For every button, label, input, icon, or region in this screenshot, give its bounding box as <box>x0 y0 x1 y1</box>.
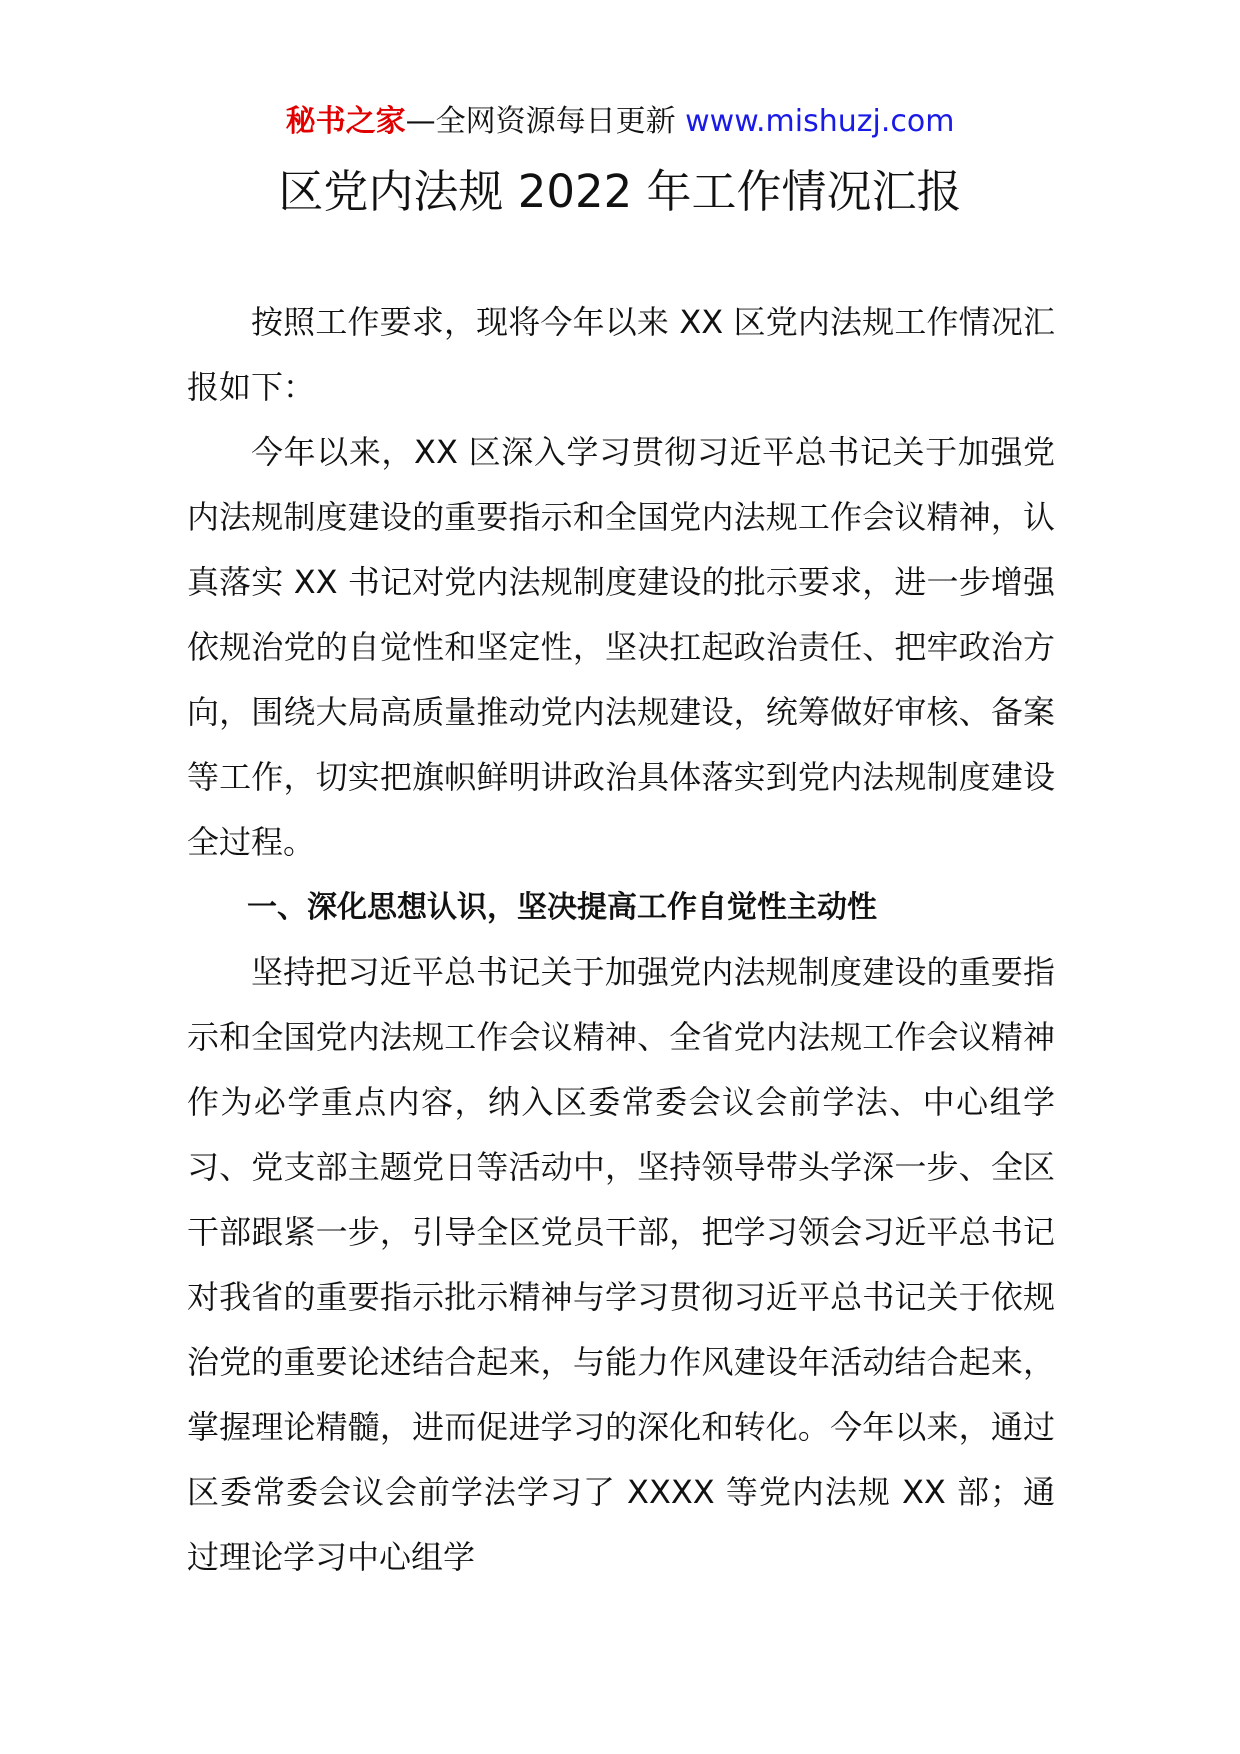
paragraph-intro: 按照工作要求，现将今年以来 XX 区党内法规工作情况汇报如下： <box>187 303 1055 406</box>
section-heading-1: 一、深化思想认识，坚决提高工作自觉性主动性 <box>247 890 877 925</box>
site-tagline: —全网资源每日更新 <box>405 104 676 139</box>
document-title: 区党内法规 2022 年工作情况汇报 <box>278 165 962 218</box>
paragraph-section-1: 坚持把习近平总书记关于加强党内法规制度建设的重要指示和全国党内法规工作会议精神、全省党内法规工作会议精神作为必学重点内容，纳入区委常委会议会前学法、中心组学习、党支部主题党日等活动中，坚持领导带头学深一步、全区干部跟紧一步，引导全区党员干部，把学习领会习近平总书记对我省的重要指示批示精神与学习贯彻习近平总书记关于依规治党的重要论述结合起来，与能力作风建设年活动结合起来，掌握理论精髓，进而促进学习的深化和转化。今年以来，通过区委常委会议会前学法学习了 XXXX 等党内法规 XX 部；通过理论学习中心组学 <box>187 953 1055 1576</box>
paragraph-overview: 今年以来，XX 区深入学习贯彻习近平总书记关于加强党内法规制度建设的重要指示和全国党内法规工作会议精神，认真落实 XX 书记对党内法规制度建设的批示要求，进一步增强依规治党的自觉性和坚定性，坚决扛起政治责任、把牢政治方向，围绕大局高质量推动党内法规建设，统筹做好审核、备案等工作，切实把旗帜鲜明讲政治具体落实到党内法规制度建设全过程。 <box>187 433 1055 861</box>
document-body <box>187 290 1055 1590</box>
site-brand: 秘书之家 <box>285 104 406 139</box>
site-watermark-header <box>0 100 1240 144</box>
site-url[interactable]: www.mishuzj.com <box>685 104 955 139</box>
